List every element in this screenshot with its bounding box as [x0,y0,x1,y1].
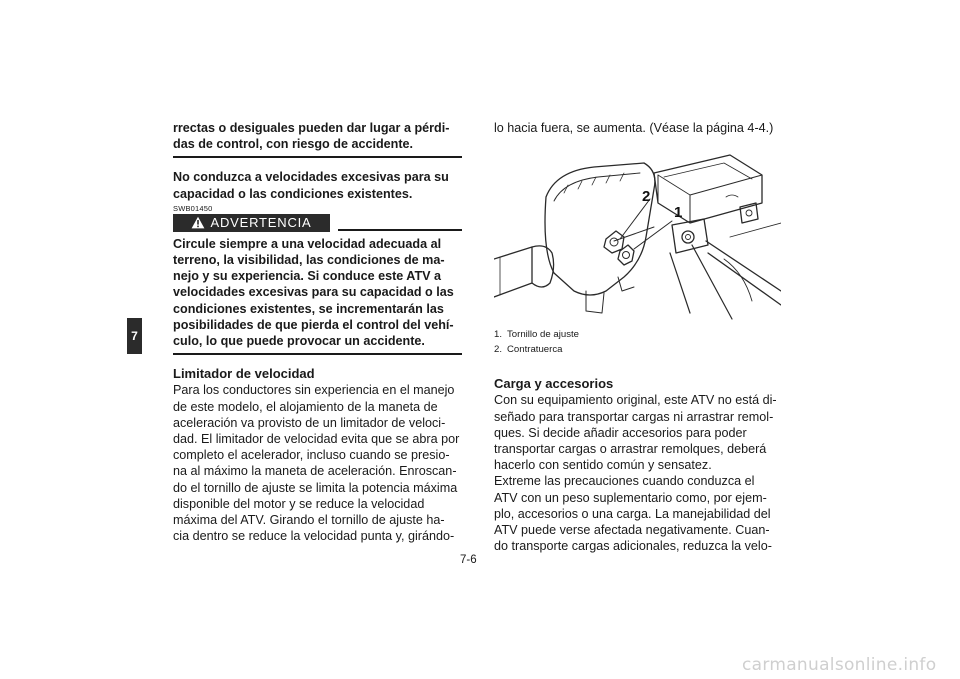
warning-label: ADVERTENCIA [210,214,312,230]
text-line: velocidades excesivas para su capacidad o las [173,285,454,300]
text-line: condiciones existentes, se incrementarán las [173,301,444,316]
caption-text: Tornillo de ajuste [507,329,579,341]
text-line: rrectas o desiguales pueden dar lugar a pérdi- [173,121,450,135]
speed-warning [173,169,462,201]
text-line: ATV con un peso suplementario como, por ejem- [494,490,767,505]
warning-header-rule [338,229,462,231]
caption-number: 2. [494,344,503,356]
throttle-housing-illustration [494,141,781,321]
warning-body [173,236,462,349]
caption-item [494,342,781,357]
chapter-tab: 7 [127,318,142,354]
text-line: do el tornillo de ajuste se limita la potencia máxima [173,480,458,495]
figure-label-1: 1 [674,204,683,222]
right-column [494,120,781,554]
warning-badge [173,214,330,232]
text-line: transportar cargas o arrastrar remolques, deberá [494,442,767,457]
text-line: posibilidades de que pierda el control del vehí- [173,317,454,332]
text-line: do transporte cargas adicionales, reduzca la velo- [494,539,772,554]
figure-label-2: 2 [642,188,651,206]
caption-text: Contratuerca [507,344,563,356]
text-line: nejo y su experiencia. Si conduce este ATV a [173,269,442,284]
warning-continued [173,120,462,152]
warning-header [173,214,462,236]
text-line: de este modelo, el alojamiento de la maneta de [173,399,438,414]
caption-number: 1. [494,329,503,341]
text-line: máxima del ATV. Girando el tornillo de ajuste ha- [173,513,445,528]
throttle-limiter-figure [494,141,781,321]
text-line: Con su equipamiento original, este ATV no está di- [494,393,777,408]
text-line: das de control, con riesgo de accidente. [173,137,414,152]
text-line: lo hacia fuera, se aumenta. (Véase la página 4-4.) [494,121,774,135]
text-line: terreno, la visibilidad, las condiciones de ma- [173,253,445,268]
section-body-speed-limiter [173,382,462,544]
text-line: completo el acelerador, incluso cuando se presio- [173,448,450,463]
text-line: na al máximo la maneta de aceleración. Enroscan- [173,464,457,479]
section-title-cargo: Carga y accesorios [494,376,614,392]
left-column [173,120,462,544]
text-line: capacidad o las condiciones existentes. [173,186,413,201]
page-number: 7-6 [460,554,477,566]
text-line: señado para transportar cargas ni arrastrar remol- [494,409,774,424]
text-line: disponible del motor y se reduce la velocidad [173,496,425,511]
divider [173,156,462,158]
text-line: plo, accesorios o una carga. La manejabilidad del [494,506,771,521]
text-line: cia dentro se reduce la velocidad punta y, girándo- [173,529,455,544]
text-line: aceleración va provisto de un limitador de veloci- [173,415,446,430]
text-line: ques. Si decide añadir accesorios para poder [494,425,747,440]
text-line: Circule siempre a una velocidad adecuada al [173,236,442,251]
warning-code: SWB01450 [173,203,213,213]
text-line: hacerlo con sentido común y sensatez. [494,458,712,473]
caption-item [494,327,781,342]
watermark-link[interactable]: carmanualsonline.info [742,655,937,675]
text-line: ATV puede verse afectada negativamente. Cuan- [494,523,770,538]
text-line: Para los conductores sin experiencia en el manejo [173,383,455,398]
text-line: No conduzca a velocidades excesivas para su [173,170,449,185]
section-body-cargo [494,392,781,554]
figure-captions [494,327,781,357]
section-title-speed-limiter: Limitador de velocidad [173,366,315,382]
text-line: Extreme las precauciones cuando conduzca el [494,474,755,489]
warning-triangle-icon [191,216,205,229]
divider [173,353,462,355]
text-line: dad. El limitador de velocidad evita que se abra por [173,432,460,447]
text-line: culo, lo que puede provocar un accidente. [173,334,425,349]
